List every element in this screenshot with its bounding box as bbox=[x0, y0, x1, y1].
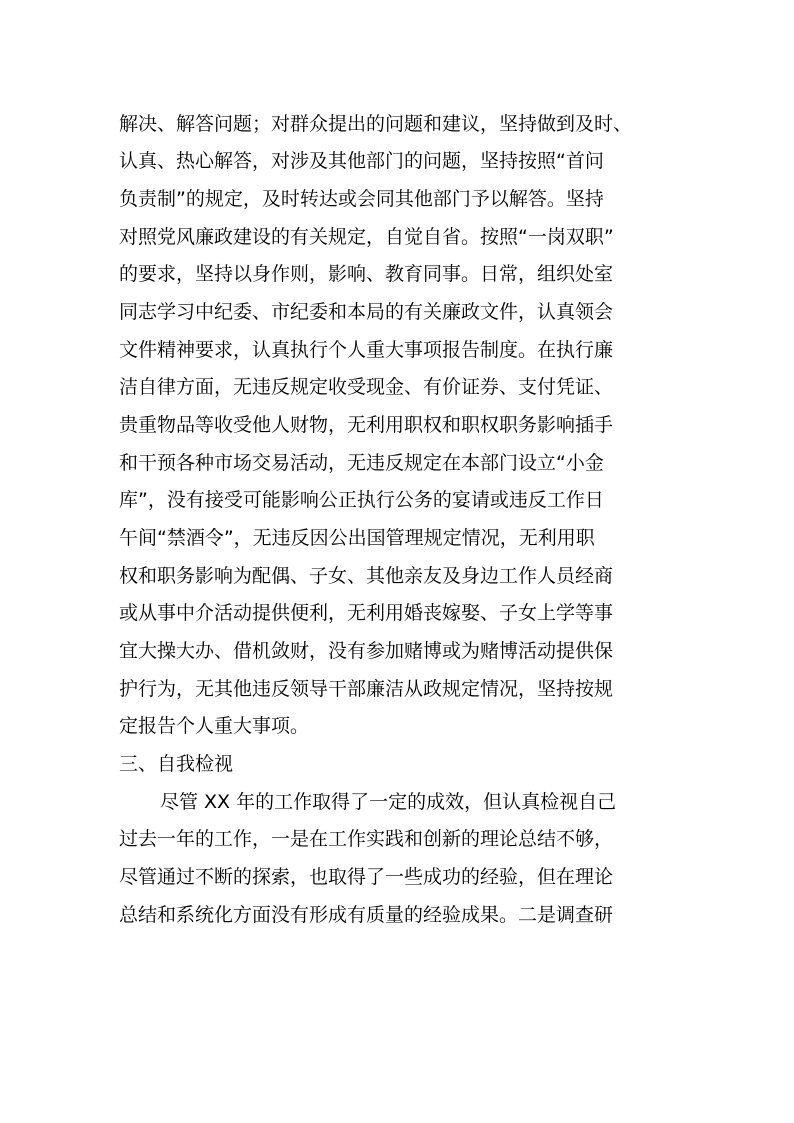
text-line: 对照党风廉政建设的有关规定，自觉自省。按照“一岗双职” bbox=[119, 226, 614, 248]
text-line: 同志学习中纪委、市纪委和本局的有关廉政文件，认真领会 bbox=[119, 301, 614, 323]
text-line: 总结和系统化方面没有形成有质量的经验成果。二是调查研 bbox=[119, 904, 614, 926]
text-line: 解决、解答问题；对群众提出的问题和建议，坚持做到及时、 bbox=[119, 113, 633, 135]
text-line: 过去一年的工作，一是在工作实践和创新的理论总结不够， bbox=[119, 828, 614, 850]
text-line: 的要求，坚持以身作则，影响、教育同事。日常，组织处室 bbox=[119, 263, 614, 285]
text-line: 洁自律方面，无违反规定收受现金、有价证券、支付凭证、 bbox=[119, 376, 614, 398]
text-line: 文件精神要求，认真执行个人重大事项报告制度。在执行廉 bbox=[119, 339, 614, 361]
text-line: 库”，没有接受可能影响公正执行公务的宴请或违反工作日 bbox=[119, 489, 604, 511]
text-line: 负责制”的规定，及时转达或会同其他部门予以解答。坚持 bbox=[119, 188, 604, 210]
text-line: 认真、热心解答，对涉及其他部门的问题，坚持按照“首问 bbox=[119, 150, 604, 172]
text-line: 午间“禁酒令”，无违反因公出国管理规定情况，无利用职 bbox=[119, 527, 595, 549]
text-line: 定报告个人重大事项。 bbox=[119, 715, 310, 737]
text-line: 贵重物品等收受他人财物，无利用职权和职权职务影响插手 bbox=[119, 414, 614, 436]
text-line: 或从事中介活动提供便利，无利用婚丧嫁娶、子女上学等事 bbox=[119, 602, 614, 624]
text-line: 护行为，无其他违反领导干部廉洁从政规定情况，坚持按规 bbox=[119, 678, 614, 700]
text-line: 宜大操大办、借机敛财，没有参加赌博或为赌博活动提供保 bbox=[119, 640, 614, 662]
text-line: 和干预各种市场交易活动，无违反规定在本部门设立“小金 bbox=[119, 452, 604, 474]
text-line: 尽管通过不断的探索，也取得了一些成功的经验，但在理论 bbox=[119, 866, 614, 888]
text-line: 权和职务影响为配偶、子女、其他亲友及身边工作人员经商 bbox=[119, 565, 614, 587]
section-heading: 三、自我检视 bbox=[119, 753, 234, 775]
text-line: 尽管 XX 年的工作取得了一定的成效，但认真检视自己 bbox=[160, 791, 617, 813]
